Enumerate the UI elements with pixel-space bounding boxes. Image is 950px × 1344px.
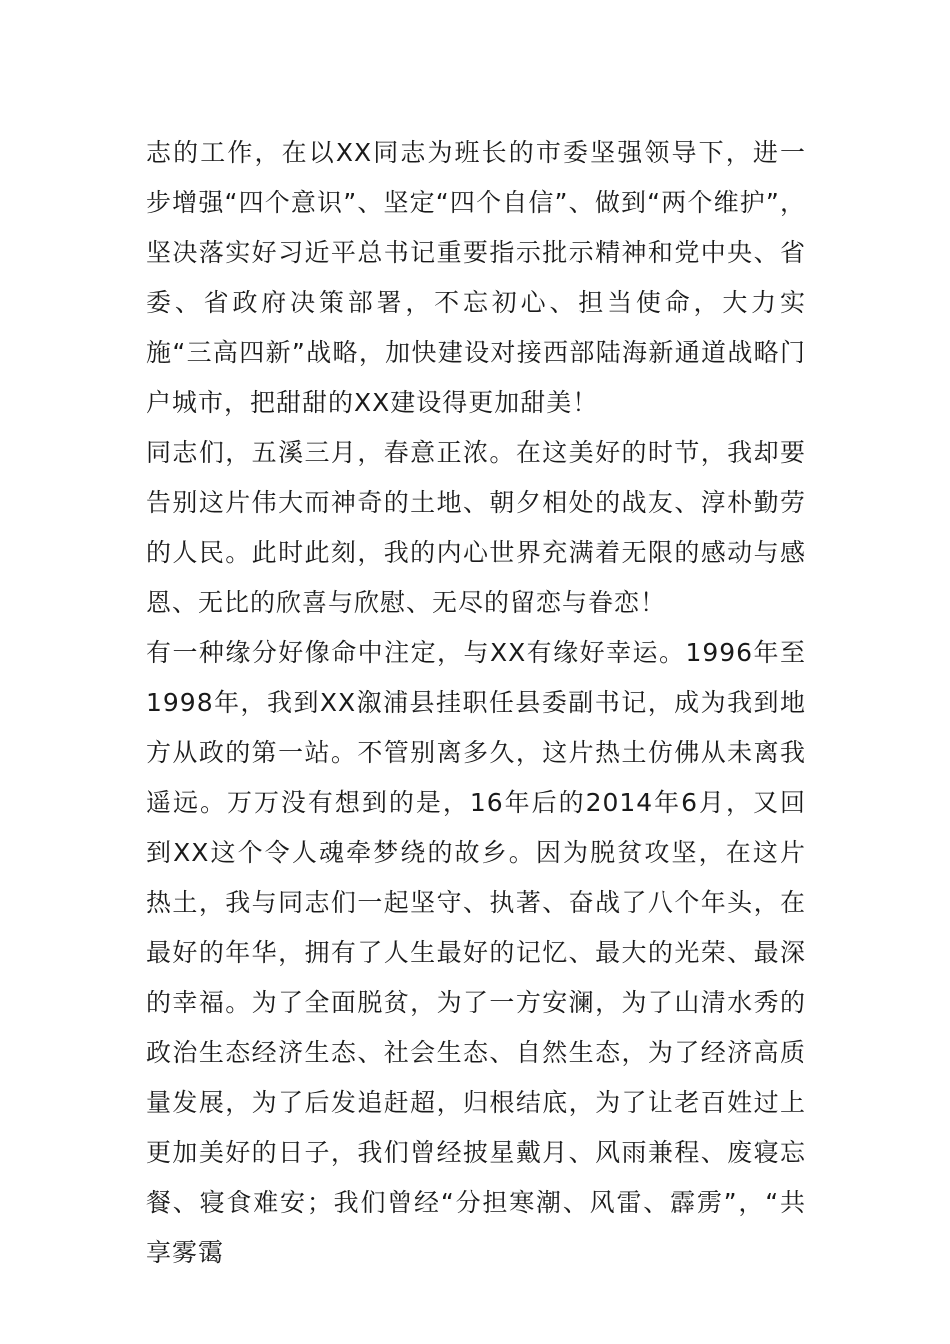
document-body: [146, 128, 806, 1278]
paragraph-2: 同志们，五溪三月，春意正浓。在这美好的时节，我却要告别这片伟大而神奇的土地、朝夕相处的战友、淳朴勤劳的人民。此时此刻，我的内心世界充满着无限的感动与感恩、无比的欣喜与欣慰、无尽的留恋与眷恋！: [146, 438, 806, 617]
paragraph-3: 有一种缘分好像命中注定，与XX有缘好幸运。1996年至1998年，我到XX溆浦县挂职任县委副书记，成为我到地方从政的第一站。不管别离多久，这片热土仿佛从未离我遥远。万万没有想到的是，16年后的2014年6月，又回到XX这个令人魂牵梦绕的故乡。因为脱贫攻坚，在这片热土，我与同志们一起坚守、执著、奋战了八个年头，在最好的年华，拥有了人生最好的记忆、最大的光荣、最深的幸福。为了全面脱贫，为了一方安澜，为了山清水秀的政治生态经济生态、社会生态、自然生态，为了经济高质量发展，为了后发追赶超，归根结底，为了让老百姓过上更加美好的日子，我们曾经披星戴月、风雨兼程、废寝忘餐、寝食难安；我们曾经“分担寒潮、风雷、霹雳”，“共享雾霭: [146, 638, 806, 1267]
paragraph-1: 志的工作，在以XX同志为班长的市委坚强领导下，进一步增强“四个意识”、坚定“四个自信”、做到“两个维护”，坚决落实好习近平总书记重要指示批示精神和党中央、省委、省政府决策部署，不忘初心、担当使命，大力实施“三高四新”战略，加快建设对接西部陆海新通道战略门户城市，把甜甜的XX建设得更加甜美！: [146, 138, 806, 417]
